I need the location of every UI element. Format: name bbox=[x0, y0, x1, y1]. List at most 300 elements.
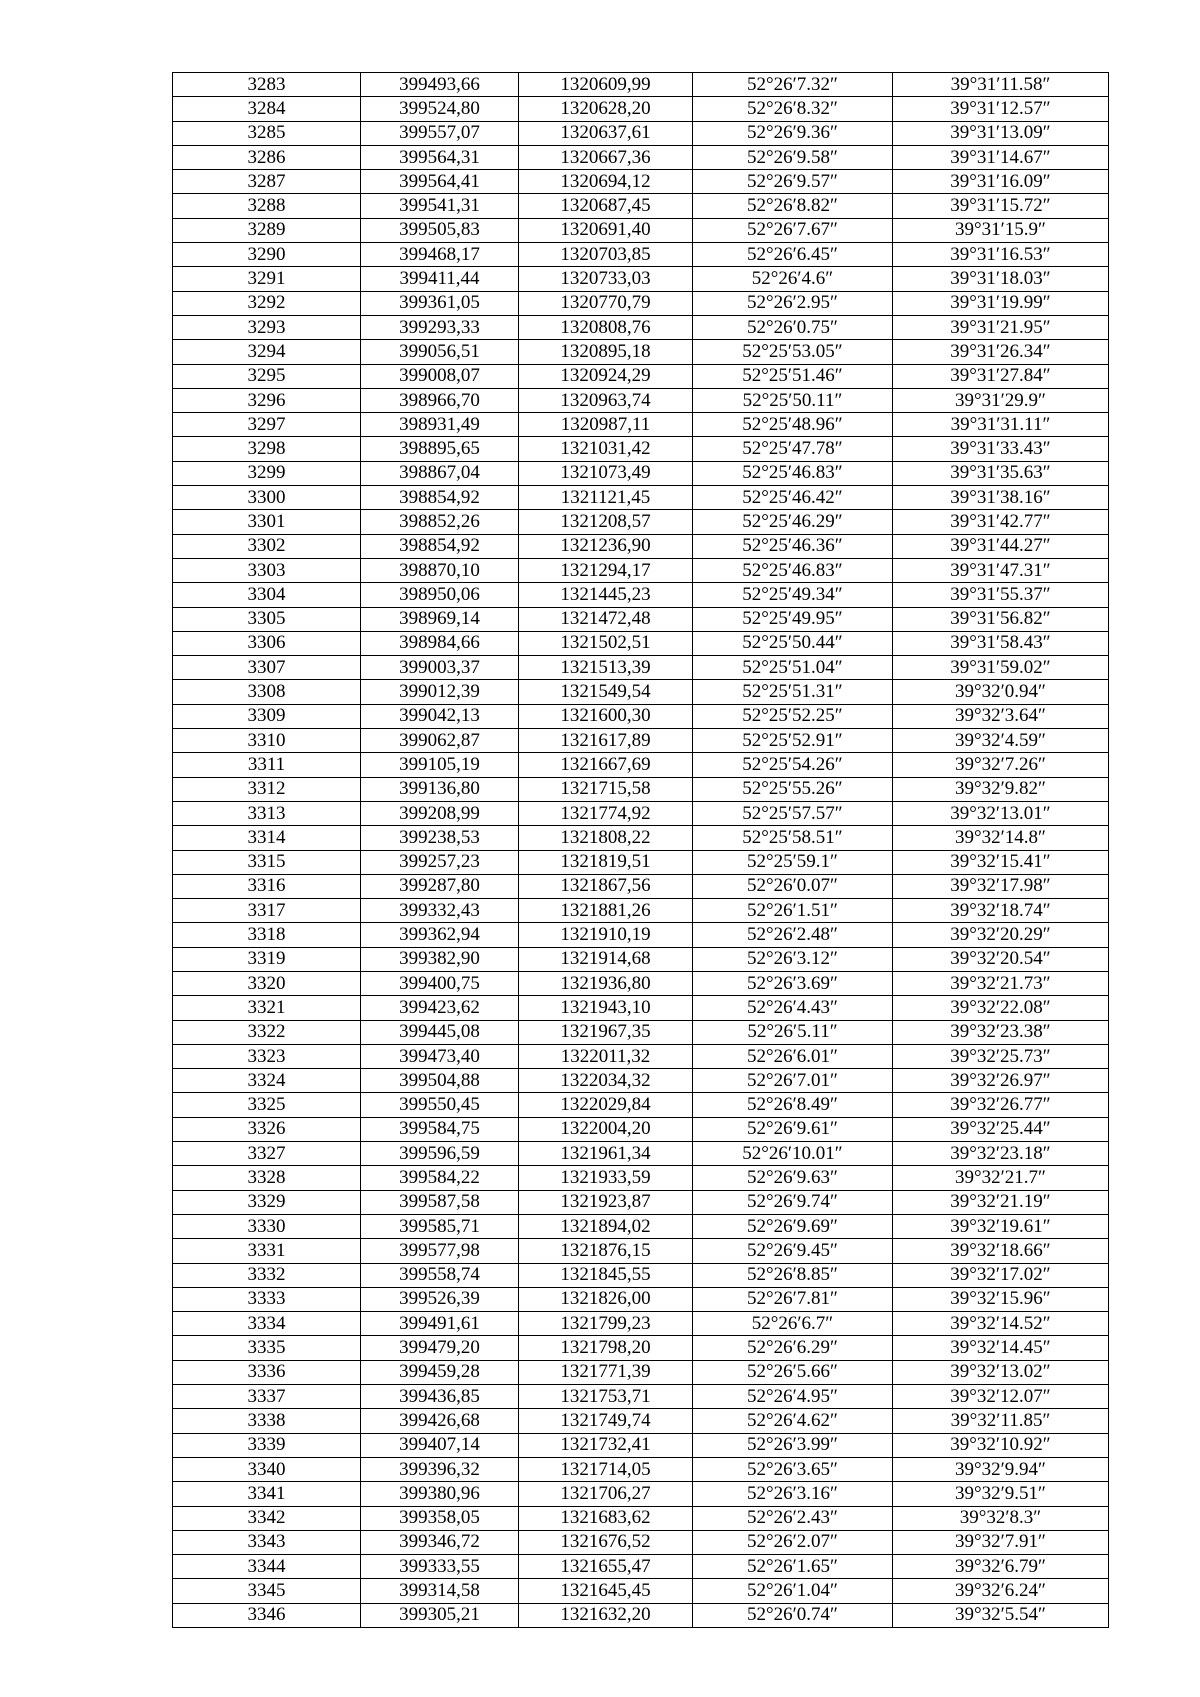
longitude-cell: 39°32′0.94″ bbox=[893, 680, 1109, 704]
point-number-cell: 3292 bbox=[173, 291, 361, 315]
table-row bbox=[173, 874, 1109, 898]
latitude-cell: 52°25′52.91″ bbox=[693, 729, 893, 753]
latitude-cell: 52°26′0.74″ bbox=[693, 1603, 893, 1627]
x-coordinate-cell: 399333,55 bbox=[361, 1555, 519, 1579]
point-number-cell: 3335 bbox=[173, 1336, 361, 1360]
longitude-cell: 39°32′23.18″ bbox=[893, 1142, 1109, 1166]
table-row bbox=[173, 291, 1109, 315]
x-coordinate-cell: 399208,99 bbox=[361, 801, 519, 825]
latitude-cell: 52°26′1.65″ bbox=[693, 1555, 893, 1579]
latitude-cell: 52°26′0.75″ bbox=[693, 315, 893, 339]
table-row bbox=[173, 73, 1109, 97]
x-coordinate-cell: 399382,90 bbox=[361, 947, 519, 971]
point-number-cell: 3298 bbox=[173, 437, 361, 461]
latitude-cell: 52°26′7.01″ bbox=[693, 1069, 893, 1093]
latitude-cell: 52°25′54.26″ bbox=[693, 753, 893, 777]
x-coordinate-cell: 399426,68 bbox=[361, 1409, 519, 1433]
point-number-cell: 3322 bbox=[173, 1020, 361, 1044]
x-coordinate-cell: 399332,43 bbox=[361, 899, 519, 923]
latitude-cell: 52°26′0.07″ bbox=[693, 874, 893, 898]
table-row bbox=[173, 1385, 1109, 1409]
y-coordinate-cell: 1321732,41 bbox=[519, 1433, 693, 1457]
point-number-cell: 3307 bbox=[173, 656, 361, 680]
y-coordinate-cell: 1321502,51 bbox=[519, 631, 693, 655]
longitude-cell: 39°32′14.45″ bbox=[893, 1336, 1109, 1360]
latitude-cell: 52°26′6.7″ bbox=[693, 1312, 893, 1336]
point-number-cell: 3320 bbox=[173, 971, 361, 995]
longitude-cell: 39°32′20.54″ bbox=[893, 947, 1109, 971]
table-row bbox=[173, 850, 1109, 874]
longitude-cell: 39°31′55.37″ bbox=[893, 583, 1109, 607]
point-number-cell: 3290 bbox=[173, 243, 361, 267]
longitude-cell: 39°32′14.52″ bbox=[893, 1312, 1109, 1336]
y-coordinate-cell: 1322034,32 bbox=[519, 1069, 693, 1093]
x-coordinate-cell: 399257,23 bbox=[361, 850, 519, 874]
y-coordinate-cell: 1321753,71 bbox=[519, 1385, 693, 1409]
latitude-cell: 52°26′2.07″ bbox=[693, 1530, 893, 1554]
x-coordinate-cell: 399493,66 bbox=[361, 73, 519, 97]
latitude-cell: 52°26′2.43″ bbox=[693, 1506, 893, 1530]
y-coordinate-cell: 1321632,20 bbox=[519, 1603, 693, 1627]
longitude-cell: 39°32′4.59″ bbox=[893, 729, 1109, 753]
table-row bbox=[173, 1142, 1109, 1166]
y-coordinate-cell: 1320691,40 bbox=[519, 218, 693, 242]
y-coordinate-cell: 1321876,15 bbox=[519, 1239, 693, 1263]
longitude-cell: 39°31′15.9″ bbox=[893, 218, 1109, 242]
x-coordinate-cell: 399314,58 bbox=[361, 1579, 519, 1603]
latitude-cell: 52°26′9.45″ bbox=[693, 1239, 893, 1263]
table-row bbox=[173, 486, 1109, 510]
x-coordinate-cell: 399407,14 bbox=[361, 1433, 519, 1457]
x-coordinate-cell: 399459,28 bbox=[361, 1360, 519, 1384]
y-coordinate-cell: 1321715,58 bbox=[519, 777, 693, 801]
y-coordinate-cell: 1320895,18 bbox=[519, 340, 693, 364]
coordinates-table bbox=[172, 72, 1109, 1628]
point-number-cell: 3337 bbox=[173, 1385, 361, 1409]
table-row bbox=[173, 947, 1109, 971]
y-coordinate-cell: 1321867,56 bbox=[519, 874, 693, 898]
latitude-cell: 52°25′46.29″ bbox=[693, 510, 893, 534]
x-coordinate-cell: 399526,39 bbox=[361, 1287, 519, 1311]
x-coordinate-cell: 399423,62 bbox=[361, 996, 519, 1020]
table-row bbox=[173, 680, 1109, 704]
y-coordinate-cell: 1321771,39 bbox=[519, 1360, 693, 1384]
table-row bbox=[173, 510, 1109, 534]
x-coordinate-cell: 399380,96 bbox=[361, 1482, 519, 1506]
point-number-cell: 3343 bbox=[173, 1530, 361, 1554]
longitude-cell: 39°32′23.38″ bbox=[893, 1020, 1109, 1044]
latitude-cell: 52°26′4.95″ bbox=[693, 1385, 893, 1409]
point-number-cell: 3313 bbox=[173, 801, 361, 825]
latitude-cell: 52°25′49.34″ bbox=[693, 583, 893, 607]
point-number-cell: 3312 bbox=[173, 777, 361, 801]
y-coordinate-cell: 1321798,20 bbox=[519, 1336, 693, 1360]
x-coordinate-cell: 399584,22 bbox=[361, 1166, 519, 1190]
longitude-cell: 39°32′17.02″ bbox=[893, 1263, 1109, 1287]
table-row bbox=[173, 704, 1109, 728]
x-coordinate-cell: 399012,39 bbox=[361, 680, 519, 704]
longitude-cell: 39°32′15.41″ bbox=[893, 850, 1109, 874]
point-number-cell: 3304 bbox=[173, 583, 361, 607]
longitude-cell: 39°32′25.44″ bbox=[893, 1117, 1109, 1141]
longitude-cell: 39°31′56.82″ bbox=[893, 607, 1109, 631]
y-coordinate-cell: 1321923,87 bbox=[519, 1190, 693, 1214]
latitude-cell: 52°25′49.95″ bbox=[693, 607, 893, 631]
longitude-cell: 39°32′22.08″ bbox=[893, 996, 1109, 1020]
latitude-cell: 52°25′46.42″ bbox=[693, 486, 893, 510]
point-number-cell: 3314 bbox=[173, 826, 361, 850]
latitude-cell: 52°25′47.78″ bbox=[693, 437, 893, 461]
longitude-cell: 39°32′9.94″ bbox=[893, 1457, 1109, 1481]
longitude-cell: 39°32′6.79″ bbox=[893, 1555, 1109, 1579]
x-coordinate-cell: 399584,75 bbox=[361, 1117, 519, 1141]
y-coordinate-cell: 1320609,99 bbox=[519, 73, 693, 97]
y-coordinate-cell: 1321749,74 bbox=[519, 1409, 693, 1433]
table-row bbox=[173, 534, 1109, 558]
x-coordinate-cell: 399541,31 bbox=[361, 194, 519, 218]
latitude-cell: 52°25′52.25″ bbox=[693, 704, 893, 728]
y-coordinate-cell: 1321667,69 bbox=[519, 753, 693, 777]
table-row bbox=[173, 121, 1109, 145]
y-coordinate-cell: 1321031,42 bbox=[519, 437, 693, 461]
table-row bbox=[173, 1020, 1109, 1044]
point-number-cell: 3327 bbox=[173, 1142, 361, 1166]
y-coordinate-cell: 1321967,35 bbox=[519, 1020, 693, 1044]
table-row bbox=[173, 656, 1109, 680]
y-coordinate-cell: 1321236,90 bbox=[519, 534, 693, 558]
longitude-cell: 39°31′44.27″ bbox=[893, 534, 1109, 558]
point-number-cell: 3283 bbox=[173, 73, 361, 97]
table-row bbox=[173, 1263, 1109, 1287]
point-number-cell: 3333 bbox=[173, 1287, 361, 1311]
y-coordinate-cell: 1321208,57 bbox=[519, 510, 693, 534]
y-coordinate-cell: 1321294,17 bbox=[519, 558, 693, 582]
latitude-cell: 52°26′6.29″ bbox=[693, 1336, 893, 1360]
latitude-cell: 52°26′3.65″ bbox=[693, 1457, 893, 1481]
table-row bbox=[173, 1603, 1109, 1627]
x-coordinate-cell: 399491,61 bbox=[361, 1312, 519, 1336]
y-coordinate-cell: 1320733,03 bbox=[519, 267, 693, 291]
point-number-cell: 3319 bbox=[173, 947, 361, 971]
longitude-cell: 39°31′58.43″ bbox=[893, 631, 1109, 655]
y-coordinate-cell: 1321549,54 bbox=[519, 680, 693, 704]
longitude-cell: 39°32′9.82″ bbox=[893, 777, 1109, 801]
longitude-cell: 39°32′17.98″ bbox=[893, 874, 1109, 898]
y-coordinate-cell: 1322029,84 bbox=[519, 1093, 693, 1117]
table-row bbox=[173, 170, 1109, 194]
x-coordinate-cell: 399504,88 bbox=[361, 1069, 519, 1093]
x-coordinate-cell: 399596,59 bbox=[361, 1142, 519, 1166]
longitude-cell: 39°31′59.02″ bbox=[893, 656, 1109, 680]
latitude-cell: 52°26′8.82″ bbox=[693, 194, 893, 218]
table-row bbox=[173, 777, 1109, 801]
point-number-cell: 3336 bbox=[173, 1360, 361, 1384]
longitude-cell: 39°32′18.74″ bbox=[893, 899, 1109, 923]
latitude-cell: 52°26′4.43″ bbox=[693, 996, 893, 1020]
table-row bbox=[173, 1555, 1109, 1579]
point-number-cell: 3342 bbox=[173, 1506, 361, 1530]
x-coordinate-cell: 398950,06 bbox=[361, 583, 519, 607]
x-coordinate-cell: 399346,72 bbox=[361, 1530, 519, 1554]
point-number-cell: 3323 bbox=[173, 1044, 361, 1068]
x-coordinate-cell: 399238,53 bbox=[361, 826, 519, 850]
x-coordinate-cell: 399056,51 bbox=[361, 340, 519, 364]
longitude-cell: 39°31′18.03″ bbox=[893, 267, 1109, 291]
longitude-cell: 39°31′27.84″ bbox=[893, 364, 1109, 388]
point-number-cell: 3310 bbox=[173, 729, 361, 753]
x-coordinate-cell: 399105,19 bbox=[361, 753, 519, 777]
longitude-cell: 39°32′21.7″ bbox=[893, 1166, 1109, 1190]
longitude-cell: 39°31′29.9″ bbox=[893, 388, 1109, 412]
table-row bbox=[173, 1506, 1109, 1530]
latitude-cell: 52°26′6.45″ bbox=[693, 243, 893, 267]
latitude-cell: 52°25′50.44″ bbox=[693, 631, 893, 655]
y-coordinate-cell: 1321914,68 bbox=[519, 947, 693, 971]
y-coordinate-cell: 1320703,85 bbox=[519, 243, 693, 267]
x-coordinate-cell: 398984,66 bbox=[361, 631, 519, 655]
latitude-cell: 52°25′48.96″ bbox=[693, 413, 893, 437]
y-coordinate-cell: 1320694,12 bbox=[519, 170, 693, 194]
point-number-cell: 3334 bbox=[173, 1312, 361, 1336]
x-coordinate-cell: 399587,58 bbox=[361, 1190, 519, 1214]
table-row bbox=[173, 1214, 1109, 1238]
table-row bbox=[173, 340, 1109, 364]
point-number-cell: 3340 bbox=[173, 1457, 361, 1481]
latitude-cell: 52°26′7.32″ bbox=[693, 73, 893, 97]
point-number-cell: 3316 bbox=[173, 874, 361, 898]
latitude-cell: 52°26′2.48″ bbox=[693, 923, 893, 947]
longitude-cell: 39°31′13.09″ bbox=[893, 121, 1109, 145]
table-row bbox=[173, 631, 1109, 655]
y-coordinate-cell: 1321826,00 bbox=[519, 1287, 693, 1311]
longitude-cell: 39°32′9.51″ bbox=[893, 1482, 1109, 1506]
latitude-cell: 52°26′3.69″ bbox=[693, 971, 893, 995]
latitude-cell: 52°26′7.81″ bbox=[693, 1287, 893, 1311]
longitude-cell: 39°32′11.85″ bbox=[893, 1409, 1109, 1433]
x-coordinate-cell: 398854,92 bbox=[361, 534, 519, 558]
x-coordinate-cell: 399505,83 bbox=[361, 218, 519, 242]
table-row bbox=[173, 729, 1109, 753]
latitude-cell: 52°26′10.01″ bbox=[693, 1142, 893, 1166]
longitude-cell: 39°32′19.61″ bbox=[893, 1214, 1109, 1238]
x-coordinate-cell: 399411,44 bbox=[361, 267, 519, 291]
point-number-cell: 3317 bbox=[173, 899, 361, 923]
y-coordinate-cell: 1320987,11 bbox=[519, 413, 693, 437]
longitude-cell: 39°32′20.29″ bbox=[893, 923, 1109, 947]
longitude-cell: 39°32′7.91″ bbox=[893, 1530, 1109, 1554]
longitude-cell: 39°31′35.63″ bbox=[893, 461, 1109, 485]
longitude-cell: 39°31′47.31″ bbox=[893, 558, 1109, 582]
longitude-cell: 39°32′18.66″ bbox=[893, 1239, 1109, 1263]
longitude-cell: 39°32′25.73″ bbox=[893, 1044, 1109, 1068]
latitude-cell: 52°26′5.66″ bbox=[693, 1360, 893, 1384]
x-coordinate-cell: 399361,05 bbox=[361, 291, 519, 315]
table-row bbox=[173, 996, 1109, 1020]
longitude-cell: 39°32′14.8″ bbox=[893, 826, 1109, 850]
x-coordinate-cell: 399557,07 bbox=[361, 121, 519, 145]
latitude-cell: 52°26′3.99″ bbox=[693, 1433, 893, 1457]
latitude-cell: 52°25′51.04″ bbox=[693, 656, 893, 680]
y-coordinate-cell: 1320963,74 bbox=[519, 388, 693, 412]
latitude-cell: 52°25′59.1″ bbox=[693, 850, 893, 874]
table-row bbox=[173, 267, 1109, 291]
point-number-cell: 3306 bbox=[173, 631, 361, 655]
x-coordinate-cell: 398867,04 bbox=[361, 461, 519, 485]
longitude-cell: 39°32′26.97″ bbox=[893, 1069, 1109, 1093]
table-row bbox=[173, 413, 1109, 437]
y-coordinate-cell: 1321121,45 bbox=[519, 486, 693, 510]
table-row bbox=[173, 1166, 1109, 1190]
longitude-cell: 39°32′3.64″ bbox=[893, 704, 1109, 728]
table-row bbox=[173, 1190, 1109, 1214]
latitude-cell: 52°25′51.46″ bbox=[693, 364, 893, 388]
table-row bbox=[173, 583, 1109, 607]
latitude-cell: 52°26′9.36″ bbox=[693, 121, 893, 145]
table-row bbox=[173, 97, 1109, 121]
x-coordinate-cell: 399473,40 bbox=[361, 1044, 519, 1068]
x-coordinate-cell: 399358,05 bbox=[361, 1506, 519, 1530]
latitude-cell: 52°26′9.63″ bbox=[693, 1166, 893, 1190]
y-coordinate-cell: 1320687,45 bbox=[519, 194, 693, 218]
x-coordinate-cell: 398969,14 bbox=[361, 607, 519, 631]
longitude-cell: 39°32′13.02″ bbox=[893, 1360, 1109, 1384]
latitude-cell: 52°26′1.51″ bbox=[693, 899, 893, 923]
table-row bbox=[173, 826, 1109, 850]
longitude-cell: 39°31′33.43″ bbox=[893, 437, 1109, 461]
point-number-cell: 3338 bbox=[173, 1409, 361, 1433]
y-coordinate-cell: 1321936,80 bbox=[519, 971, 693, 995]
table-row bbox=[173, 1336, 1109, 1360]
table-row bbox=[173, 1457, 1109, 1481]
longitude-cell: 39°31′21.95″ bbox=[893, 315, 1109, 339]
point-number-cell: 3341 bbox=[173, 1482, 361, 1506]
point-number-cell: 3325 bbox=[173, 1093, 361, 1117]
point-number-cell: 3289 bbox=[173, 218, 361, 242]
y-coordinate-cell: 1322011,32 bbox=[519, 1044, 693, 1068]
x-coordinate-cell: 398966,70 bbox=[361, 388, 519, 412]
table-row bbox=[173, 364, 1109, 388]
y-coordinate-cell: 1320924,29 bbox=[519, 364, 693, 388]
x-coordinate-cell: 399577,98 bbox=[361, 1239, 519, 1263]
table-row bbox=[173, 218, 1109, 242]
y-coordinate-cell: 1320637,61 bbox=[519, 121, 693, 145]
point-number-cell: 3330 bbox=[173, 1214, 361, 1238]
y-coordinate-cell: 1320667,36 bbox=[519, 145, 693, 169]
table-row bbox=[173, 194, 1109, 218]
longitude-cell: 39°32′10.92″ bbox=[893, 1433, 1109, 1457]
latitude-cell: 52°25′55.26″ bbox=[693, 777, 893, 801]
x-coordinate-cell: 399479,20 bbox=[361, 1336, 519, 1360]
coordinates-table-body bbox=[173, 73, 1109, 1628]
latitude-cell: 52°26′2.95″ bbox=[693, 291, 893, 315]
latitude-cell: 52°26′9.58″ bbox=[693, 145, 893, 169]
point-number-cell: 3324 bbox=[173, 1069, 361, 1093]
table-row bbox=[173, 388, 1109, 412]
table-row bbox=[173, 1093, 1109, 1117]
x-coordinate-cell: 398931,49 bbox=[361, 413, 519, 437]
table-row bbox=[173, 1069, 1109, 1093]
x-coordinate-cell: 399445,08 bbox=[361, 1020, 519, 1044]
y-coordinate-cell: 1320808,76 bbox=[519, 315, 693, 339]
longitude-cell: 39°31′14.67″ bbox=[893, 145, 1109, 169]
latitude-cell: 52°26′4.6″ bbox=[693, 267, 893, 291]
point-number-cell: 3303 bbox=[173, 558, 361, 582]
table-row bbox=[173, 1239, 1109, 1263]
y-coordinate-cell: 1321706,27 bbox=[519, 1482, 693, 1506]
table-row bbox=[173, 753, 1109, 777]
longitude-cell: 39°31′11.58″ bbox=[893, 73, 1109, 97]
latitude-cell: 52°26′3.12″ bbox=[693, 947, 893, 971]
x-coordinate-cell: 399293,33 bbox=[361, 315, 519, 339]
longitude-cell: 39°32′5.54″ bbox=[893, 1603, 1109, 1627]
y-coordinate-cell: 1321933,59 bbox=[519, 1166, 693, 1190]
x-coordinate-cell: 399008,07 bbox=[361, 364, 519, 388]
point-number-cell: 3296 bbox=[173, 388, 361, 412]
latitude-cell: 52°26′9.74″ bbox=[693, 1190, 893, 1214]
table-row bbox=[173, 1579, 1109, 1603]
y-coordinate-cell: 1321845,55 bbox=[519, 1263, 693, 1287]
table-row bbox=[173, 1530, 1109, 1554]
point-number-cell: 3294 bbox=[173, 340, 361, 364]
x-coordinate-cell: 399436,85 bbox=[361, 1385, 519, 1409]
point-number-cell: 3328 bbox=[173, 1166, 361, 1190]
y-coordinate-cell: 1321683,62 bbox=[519, 1506, 693, 1530]
y-coordinate-cell: 1322004,20 bbox=[519, 1117, 693, 1141]
x-coordinate-cell: 399136,80 bbox=[361, 777, 519, 801]
point-number-cell: 3346 bbox=[173, 1603, 361, 1627]
table-row bbox=[173, 461, 1109, 485]
y-coordinate-cell: 1321073,49 bbox=[519, 461, 693, 485]
longitude-cell: 39°31′26.34″ bbox=[893, 340, 1109, 364]
y-coordinate-cell: 1321819,51 bbox=[519, 850, 693, 874]
x-coordinate-cell: 399585,71 bbox=[361, 1214, 519, 1238]
table-row bbox=[173, 1409, 1109, 1433]
point-number-cell: 3291 bbox=[173, 267, 361, 291]
longitude-cell: 39°31′38.16″ bbox=[893, 486, 1109, 510]
longitude-cell: 39°32′8.3″ bbox=[893, 1506, 1109, 1530]
y-coordinate-cell: 1321799,23 bbox=[519, 1312, 693, 1336]
table-row bbox=[173, 437, 1109, 461]
point-number-cell: 3286 bbox=[173, 145, 361, 169]
point-number-cell: 3311 bbox=[173, 753, 361, 777]
latitude-cell: 52°26′1.04″ bbox=[693, 1579, 893, 1603]
y-coordinate-cell: 1321894,02 bbox=[519, 1214, 693, 1238]
point-number-cell: 3299 bbox=[173, 461, 361, 485]
longitude-cell: 39°31′16.09″ bbox=[893, 170, 1109, 194]
longitude-cell: 39°32′21.19″ bbox=[893, 1190, 1109, 1214]
x-coordinate-cell: 399362,94 bbox=[361, 923, 519, 947]
y-coordinate-cell: 1321617,89 bbox=[519, 729, 693, 753]
table-row bbox=[173, 1482, 1109, 1506]
x-coordinate-cell: 399564,31 bbox=[361, 145, 519, 169]
point-number-cell: 3297 bbox=[173, 413, 361, 437]
point-number-cell: 3295 bbox=[173, 364, 361, 388]
latitude-cell: 52°26′8.49″ bbox=[693, 1093, 893, 1117]
point-number-cell: 3285 bbox=[173, 121, 361, 145]
y-coordinate-cell: 1321445,23 bbox=[519, 583, 693, 607]
x-coordinate-cell: 399468,17 bbox=[361, 243, 519, 267]
point-number-cell: 3293 bbox=[173, 315, 361, 339]
y-coordinate-cell: 1321808,22 bbox=[519, 826, 693, 850]
table-row bbox=[173, 971, 1109, 995]
latitude-cell: 52°26′9.69″ bbox=[693, 1214, 893, 1238]
x-coordinate-cell: 399564,41 bbox=[361, 170, 519, 194]
y-coordinate-cell: 1321881,26 bbox=[519, 899, 693, 923]
x-coordinate-cell: 399287,80 bbox=[361, 874, 519, 898]
y-coordinate-cell: 1320628,20 bbox=[519, 97, 693, 121]
longitude-cell: 39°32′6.24″ bbox=[893, 1579, 1109, 1603]
x-coordinate-cell: 398854,92 bbox=[361, 486, 519, 510]
